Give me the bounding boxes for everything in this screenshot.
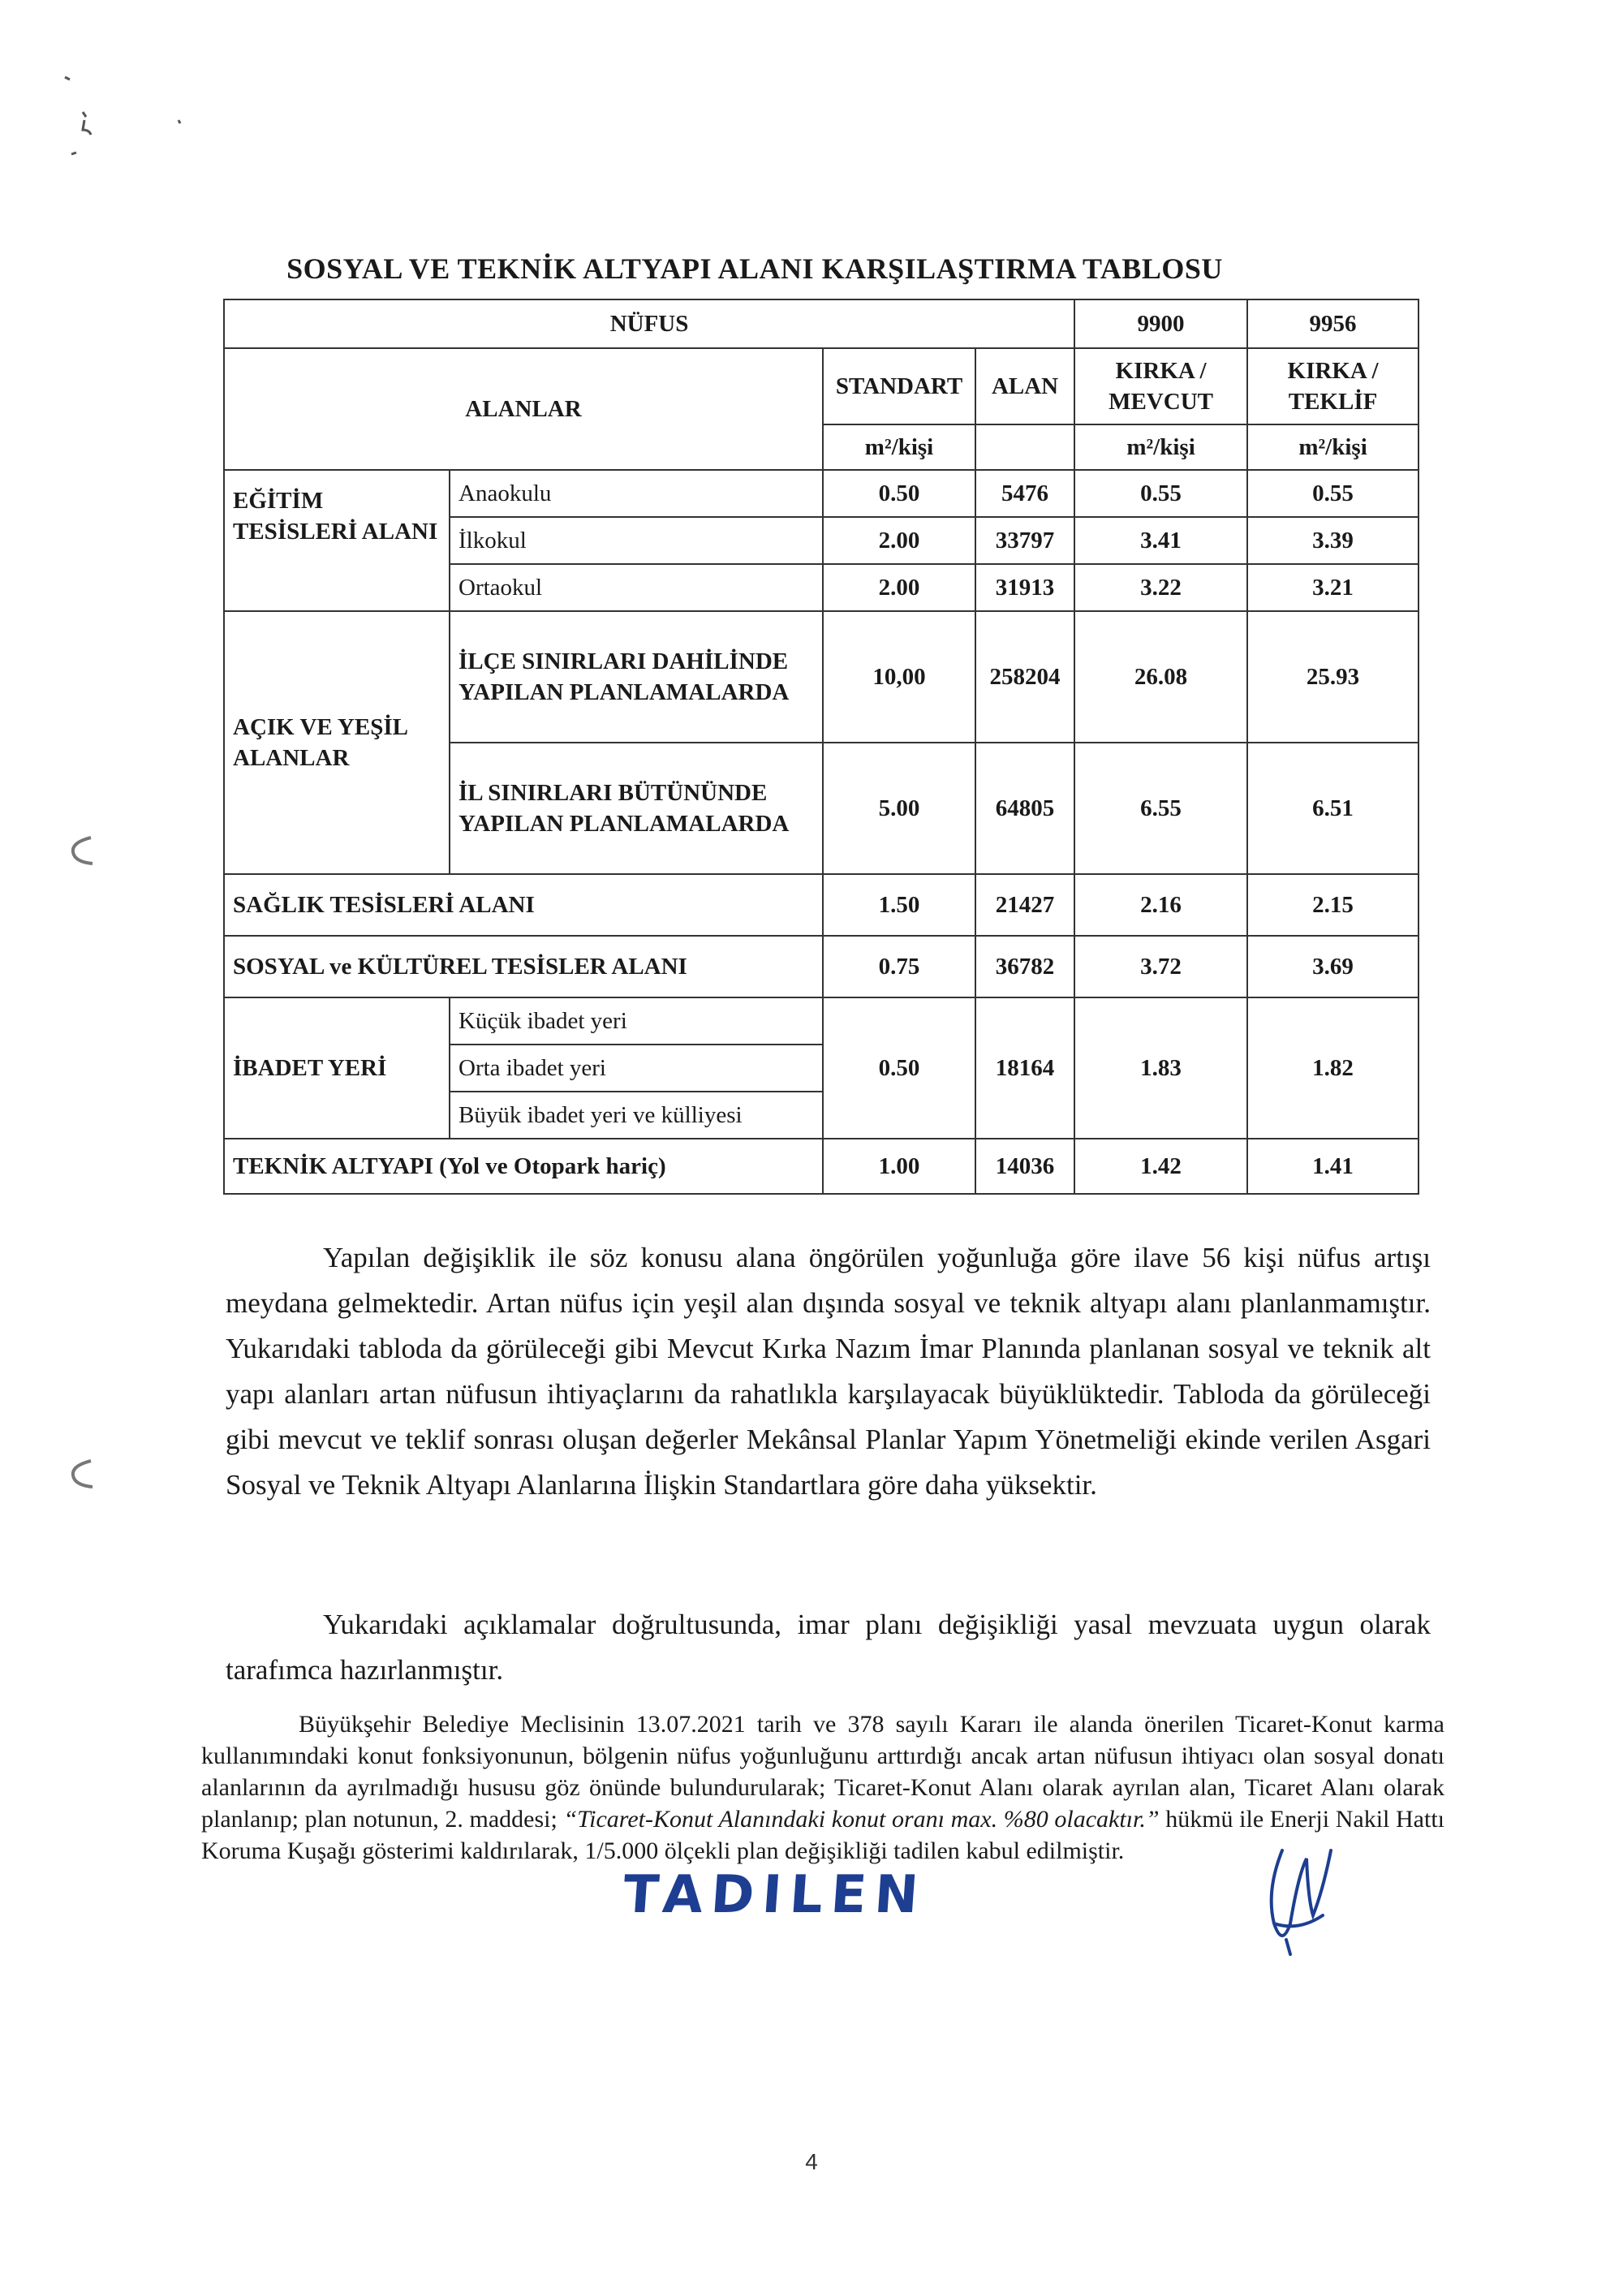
cell-standart: 2.00 [823, 517, 975, 564]
table-row [224, 470, 1419, 517]
cell-mevcut: 3.72 [1074, 936, 1247, 997]
unit-label: m²/kişi [823, 424, 975, 470]
table-header-row [224, 299, 1419, 348]
table-row [224, 874, 1419, 936]
table-row [224, 936, 1419, 997]
page-number: 4 [805, 2149, 818, 2174]
row-name: İLÇE SINIRLARI DAHİLİNDE YAPILAN PLANLAMALARDA [450, 611, 823, 743]
sosyal-label: SOSYAL ve KÜLTÜREL TESİSLER ALANI [224, 936, 823, 997]
cell-standart: 10,00 [823, 611, 975, 743]
col-alan: ALAN [975, 348, 1074, 424]
ibadet-label: İBADET YERİ [224, 997, 450, 1139]
cell-teklif: 25.93 [1247, 611, 1419, 743]
col-teklif: KIRKA / TEKLİF [1247, 348, 1419, 424]
cell-alan: 5476 [975, 470, 1074, 517]
row-name: Anaokulu [450, 470, 823, 517]
cell-teklif: 1.82 [1247, 997, 1419, 1139]
paragraph: Yukarıdaki açıklamalar doğrultusunda, imar planı değişikliği yasal mevzuata uygun olarak tarafımca hazırlanmıştır. [226, 1609, 1431, 1686]
cell-mevcut: 0.55 [1074, 470, 1247, 517]
cell-alan: 14036 [975, 1139, 1074, 1194]
cell-alan: 36782 [975, 936, 1074, 997]
comparison-table [223, 299, 1419, 1195]
cell-teklif: 3.69 [1247, 936, 1419, 997]
cell-mevcut: 1.42 [1074, 1139, 1247, 1194]
cell-alan: 33797 [975, 517, 1074, 564]
cell-mevcut: 1.83 [1074, 997, 1247, 1139]
cell-mevcut: 26.08 [1074, 611, 1247, 743]
explanation-text [226, 1235, 1431, 1508]
row-name: Ortaokul [450, 564, 823, 611]
cell-standart: 0.50 [823, 997, 975, 1139]
table-row [224, 611, 1419, 743]
note-text: hükmü ile Enerji Nakil Hattı Koruma Kuşağı gösterimi kaldırılarak, 1/5.000 ölçekli plan değişikliği tadilen kabul edilmiştir. [201, 1806, 1444, 1864]
note-text: Büyükşehir Belediye Meclisinin 13.07.2021 tarih ve 378 sayılı Kararı ile alanda önerilen Ticaret-Konut karma kullanımındaki konut fonksiyonunun, bölgenin nüfus yoğunluğunu arttırdığı ancak artan nüfusun ihtiyacı olan sosyal donatı alanlarının da ayrılmadığı hususu göz önünde bulundurularak; Ticaret-Konut Alanı olarak ayrılan alan, Ticaret Alanı olarak planlanıp; plan notunun, 2. maddesi; [201, 1711, 1444, 1833]
cell-teklif: 2.15 [1247, 874, 1419, 936]
cell-mevcut: 3.41 [1074, 517, 1247, 564]
row-name: Orta ibadet yeri [450, 1045, 823, 1092]
cell-mevcut: 3.22 [1074, 564, 1247, 611]
cell-standart: 0.75 [823, 936, 975, 997]
cell-alan: 258204 [975, 611, 1074, 743]
table-row [224, 1139, 1419, 1194]
note-quote: “Ticaret-Konut Alanındaki konut oranı max. %80 olacaktır.” [563, 1806, 1160, 1833]
cell-standart: 2.00 [823, 564, 975, 611]
unit-label: m²/kişi [1074, 424, 1247, 470]
page-title: SOSYAL VE TEKNİK ALTYAPI ALANI KARŞILAŞTIRMA TABLOSU [286, 252, 1223, 285]
tadilen-stamp: TADILEN [621, 1865, 928, 1925]
empty-cell [975, 424, 1074, 470]
signature [1250, 1826, 1355, 1956]
col-standart: STANDART [823, 348, 975, 424]
row-name: Küçük ibadet yeri [450, 997, 823, 1045]
cell-teklif: 3.21 [1247, 564, 1419, 611]
nufus-mevcut: 9900 [1074, 299, 1247, 348]
alanlar-label: ALANLAR [224, 348, 823, 470]
scan-marks [57, 32, 203, 162]
row-name: İlkokul [450, 517, 823, 564]
punch-hole-mark [67, 834, 99, 867]
cell-teklif: 6.51 [1247, 743, 1419, 874]
table-header-row [224, 348, 1419, 424]
cell-mevcut: 2.16 [1074, 874, 1247, 936]
cell-alan: 31913 [975, 564, 1074, 611]
nufus-label: NÜFUS [224, 299, 1074, 348]
row-name: İL SINIRLARI BÜTÜNÜNDE YAPILAN PLANLAMALARDA [450, 743, 823, 874]
cell-alan: 21427 [975, 874, 1074, 936]
cell-teklif: 0.55 [1247, 470, 1419, 517]
cell-mevcut: 6.55 [1074, 743, 1247, 874]
teknik-label: TEKNİK ALTYAPI (Yol ve Otopark hariç) [224, 1139, 823, 1194]
cell-alan: 18164 [975, 997, 1074, 1139]
punch-hole-mark [67, 1458, 99, 1490]
table-row [224, 997, 1419, 1045]
yesil-label: AÇIK VE YEŞİL ALANLAR [224, 611, 450, 874]
cell-standart: 5.00 [823, 743, 975, 874]
cell-standart: 1.00 [823, 1139, 975, 1194]
egitim-label: EĞİTİM TESİSLERİ ALANI [224, 470, 450, 611]
cell-standart: 0.50 [823, 470, 975, 517]
conclusion-text [226, 1602, 1431, 1693]
col-mevcut: KIRKA / MEVCUT [1074, 348, 1247, 424]
saglik-label: SAĞLIK TESİSLERİ ALANI [224, 874, 823, 936]
row-name: Büyük ibadet yeri ve külliyesi [450, 1092, 823, 1139]
cell-alan: 64805 [975, 743, 1074, 874]
paragraph: Yapılan değişiklik ile söz konusu alana öngörülen yoğunluğa göre ilave 56 kişi nüfus artışı meydana gelmektedir. Artan nüfus için yeşil alan dışında sosyal ve teknik altyapı alanı planlanmamıştır. Yukarıdaki tabloda da görüleceği gibi Mevcut Kırka Nazım İmar Planında planlanan sosyal ve teknik alt yapı alanları artan nüfusun ihtiyaçlarını da rahatlıkla karşılayacak büyüklüktedir. Tabloda da görüleceği gibi mevcut ve teklif sonrası oluşan değerler Mekânsal Planlar Yapım Yönetmeliği ekinde verilen Asgari Sosyal ve Teknik Altyapı Alanlarına İlişkin Standartlara göre daha yüksektir. [226, 1242, 1431, 1501]
cell-teklif: 3.39 [1247, 517, 1419, 564]
nufus-teklif: 9956 [1247, 299, 1419, 348]
cell-standart: 1.50 [823, 874, 975, 936]
cell-teklif: 1.41 [1247, 1139, 1419, 1194]
unit-label: m²/kişi [1247, 424, 1419, 470]
